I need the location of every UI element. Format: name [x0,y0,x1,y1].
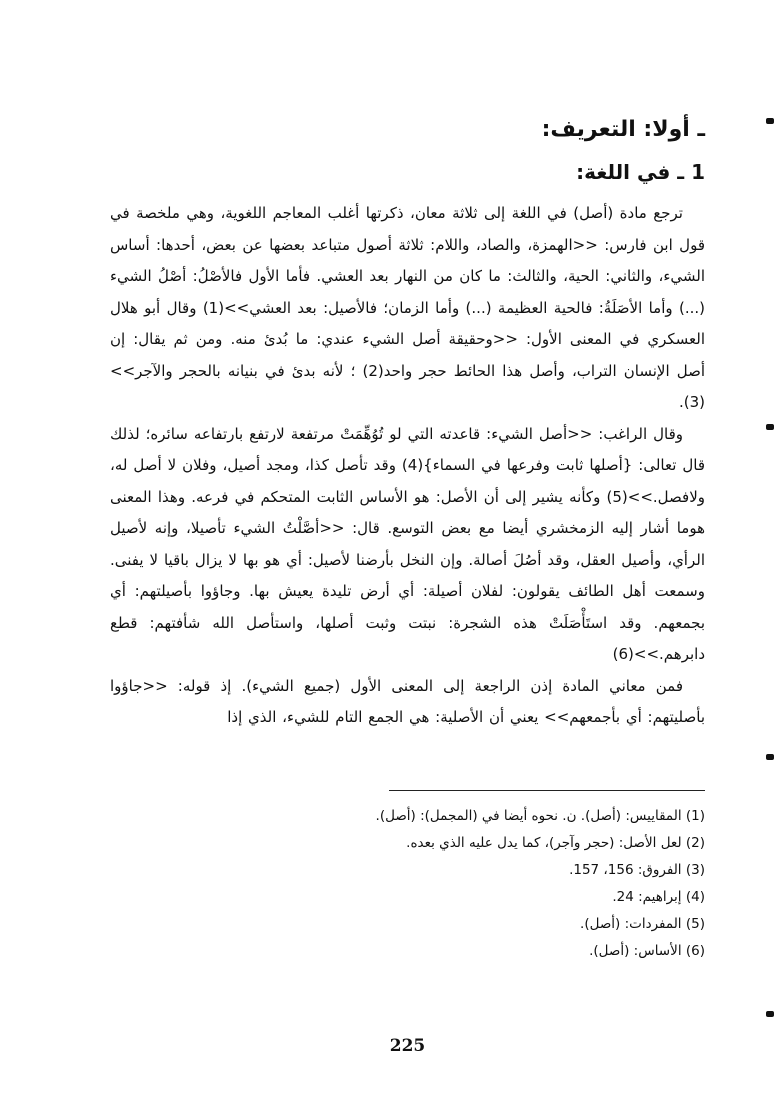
footnote-separator [389,790,705,791]
footnote: (1) المقاييس: (أصل). ن. نحوه أيضا في (المجمل): (أصل). [375,808,705,824]
scan-edge-mark [766,424,774,430]
paragraph: وقال الراغب: <<أصل الشيء: قاعدته التي لو تُوُهِّمَتْ مرتفعة لارتفع بارتفاعه سائره؛ لذلك قال تعالى: {أصلها ثابت وفرعها في السماء}(4) وقد تأصل كذا، ومجد أصيل، وفلان لا أصل له، ولافصل.>>(5) وكأنه يشير إلى أن الأصل: هو الأساس الثابت المتحكم في فرعه. وهذا المعنى هوما أشار إليه الزمخشري أيضا مع بعض التوسع. قال: <<أصَّلْتُ الشيء تأصيلا، وإنه لأصيل الرأي، وأصيل العقل، وقد أصُلَ أصالة. وإن النخل بأرضنا لأصيل: أي هو بها لا يزال باقيا لا يفنى. وسمعت أهل الطائف يقولون: لفلان أصيلة: أي أرض تليدة يعيش بها. وجاؤوا بأصيلتهم: أي بجمعهم. وقد استَأْصَلَتْ هذه الشجرة: نبتت وثبت أصلها، واستأصل الله شأفتهم: قطع دابرهم.>>(6) [110,424,705,663]
body-text [110,198,705,734]
footnote: (4) إبراهيم: 24. [612,889,705,905]
page-body [110,0,705,1107]
scan-edge-mark [766,118,774,124]
subsection-heading: 1 ـ في اللغة: [576,160,705,184]
footnote: (2) لعل الأصل: (حجر وآجر)، كما يدل عليه الذي بعده. [406,835,705,851]
footnote: (3) الفروق: 156، 157. [569,862,705,878]
footnotes [110,803,705,965]
scan-edge-mark [766,754,774,760]
paragraph: فمن معاني المادة إذن الراجعة إلى المعنى الأول (جميع الشيء). إذ قوله: <<جاؤوا بأصليتهم: أي بأجمعهم>> يعني أن الأصلية: هي الجمع التام للشيء، الذي إذا [110,676,705,726]
page-number: 225 [389,1036,426,1056]
footnote: (5) المفردات: (أصل). [580,916,705,932]
section-heading: ـ أولا: التعريف: [541,117,705,142]
footnote: (6) الأساس: (أصل). [589,943,705,959]
paragraph: ترجع مادة (أصل) في اللغة إلى ثلاثة معان، ذكرتها أغلب المعاجم اللغوية، وهي ملخصة في قول ابن فارس: <<الهمزة، والصاد، واللام: ثلاثة أصول متباعد بعضها عن بعض، أحدها: أساس الشيء، والثاني: الحية، والثالث: ما كان من النهار بعد العشي. فأما الأول فالأصْلُ: أصْلُ الشيء (...) وأما الأصَلَةُ: فالحية العظيمة (...) وأما الزمان؛ فالأصيل: بعد العشي>>(1) وقال أبو هلال العسكري في المعنى الأول: <<وحقيقة أصل الشيء عندي: ما بُدئ منه. ومن ثم يقال: إن أصل الإنسان التراب، وأصل هذا الحائط حجر واحد(2) ؛ لأنه بدئ في بنيانه بالحجر والآجر>>(3). [110,204,705,411]
scan-edge-mark [766,1011,774,1017]
